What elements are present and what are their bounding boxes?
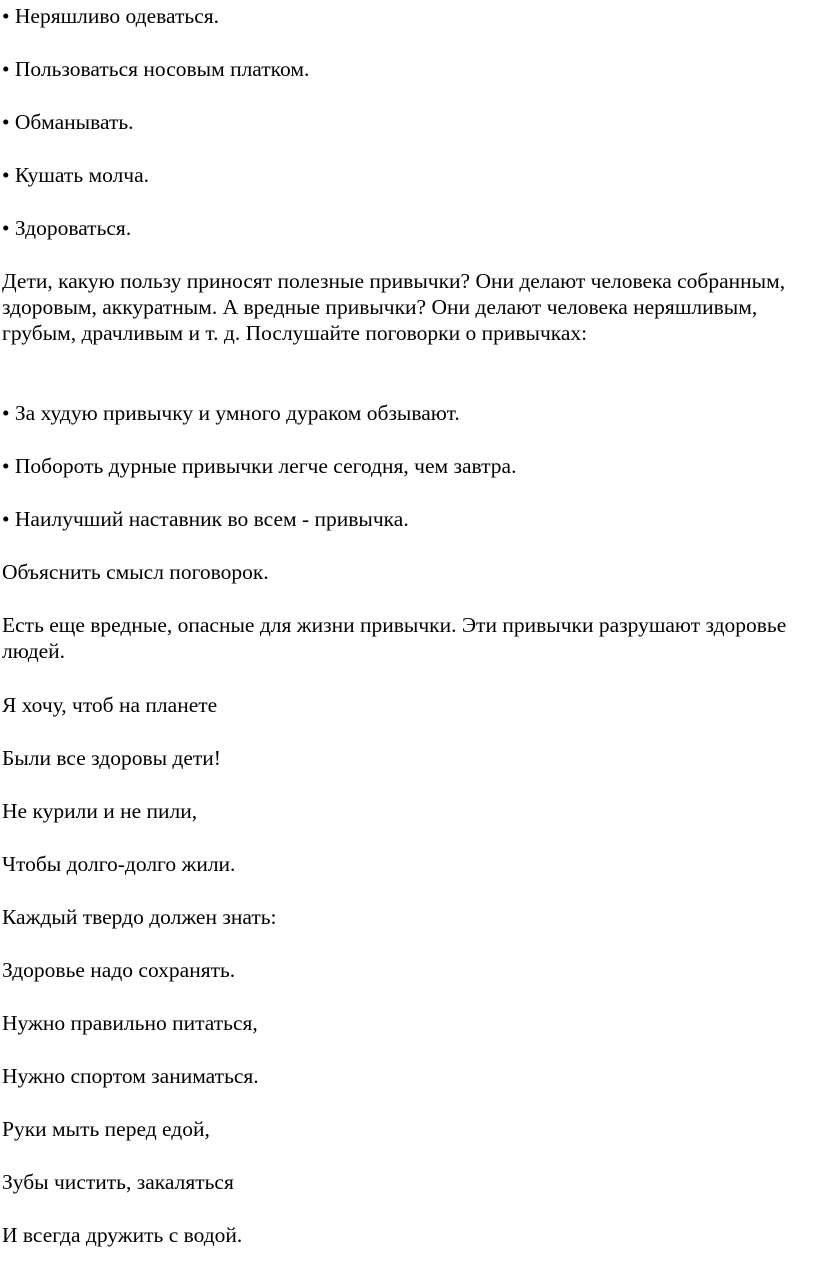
poem-line: Нужно правильно питаться, xyxy=(2,1011,258,1035)
instruction-text: Объяснить смысл поговорок. xyxy=(2,560,269,584)
list-item: • Кушать молча. xyxy=(2,163,150,187)
poem-line: Чтобы долго-долго жили. xyxy=(2,852,236,876)
poem-line: Здоровье надо сохранять. xyxy=(2,958,236,982)
paragraph-harmful-habits: Есть еще вредные, опасные для жизни привычки. Эти привычки разрушают здоровье людей. xyxy=(2,613,787,663)
poem-line: Зубы чистить, закаляться xyxy=(2,1170,234,1194)
poem-line: Каждый твердо должен знать: xyxy=(2,905,277,929)
poem-line: Не курили и не пили, xyxy=(2,799,198,823)
list-item: • Обманывать. xyxy=(2,110,134,134)
paragraph-habits: Дети, какую пользу приносят полезные привычки? Они делают человека собранным, здоровым, аккуратным. А вредные привычки? Они делают человека неряшливым, грубым, драчливым и т. д. Послушайте поговорки о привычках: xyxy=(2,269,786,345)
list-item: • Неряшливо одеваться. xyxy=(2,4,220,28)
list-item: • Пользоваться носовым платком. xyxy=(2,57,310,81)
proverb-item: • Наилучший наставник во всем - привычка. xyxy=(2,507,409,531)
poem-line: Я хочу, чтоб на планете xyxy=(2,693,218,717)
list-item: • Здороваться. xyxy=(2,216,132,240)
poem-line: Руки мыть перед едой, xyxy=(2,1117,210,1141)
proverb-item: • За худую привычку и умного дураком обзывают. xyxy=(2,401,460,425)
poem-line: Нужно спортом заниматься. xyxy=(2,1064,259,1088)
proverb-item: • Побороть дурные привычки легче сегодня, чем завтра. xyxy=(2,454,517,478)
poem-line: Были все здоровы дети! xyxy=(2,746,221,770)
poem-line: И всегда дружить с водой. xyxy=(2,1223,243,1247)
